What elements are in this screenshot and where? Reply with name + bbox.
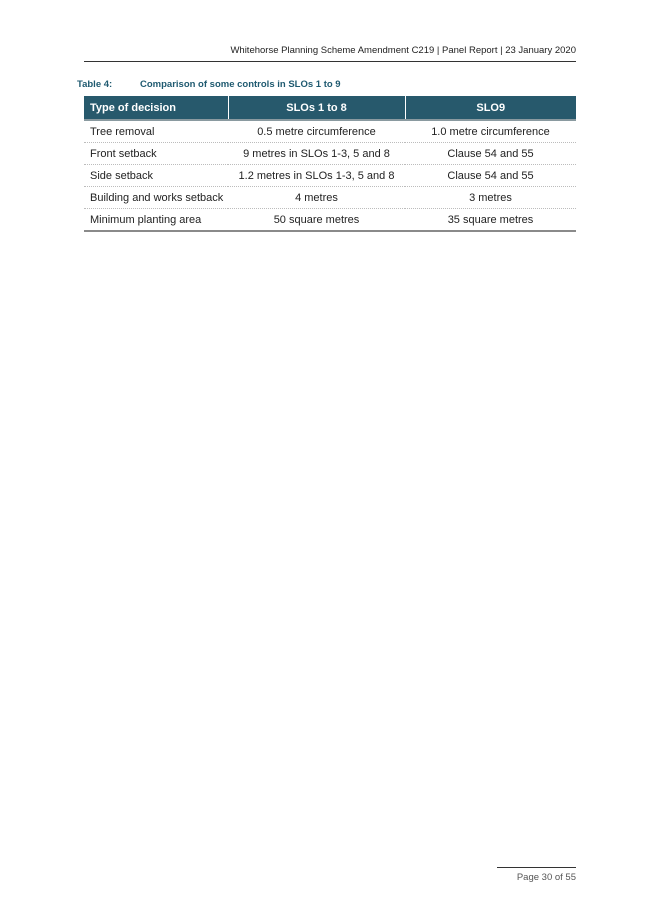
comparison-table [84,96,576,232]
table-cell: Clause 54 and 55 [405,143,576,165]
column-header-type-of-decision: Type of decision [84,96,228,120]
table-cell: 0.5 metre circumference [228,120,405,143]
table-cell: 35 square metres [405,209,576,232]
table-header-row [84,96,576,120]
table-cell: 3 metres [405,187,576,209]
column-header-slo9: SLO9 [405,96,576,120]
table-cell: 50 square metres [228,209,405,232]
table-cell: Minimum planting area [84,209,228,232]
table-caption-number: Table 4: [77,79,113,90]
table-row [84,165,576,187]
column-header-slos-1-to-8: SLOs 1 to 8 [228,96,405,120]
table-row [84,209,576,232]
table-cell: Side setback [84,165,228,187]
table-cell: Clause 54 and 55 [405,165,576,187]
table-cell: 1.0 metre circumference [405,120,576,143]
table-caption [77,79,341,90]
table-cell: 9 metres in SLOs 1-3, 5 and 8 [228,143,405,165]
table-cell: Building and works setback [84,187,228,209]
table-cell: Tree removal [84,120,228,143]
table-cell: 4 metres [228,187,405,209]
page-number: Page 30 of 55 [516,872,576,883]
table-cell: 1.2 metres in SLOs 1-3, 5 and 8 [228,165,405,187]
page-footer [497,867,576,883]
table-row [84,143,576,165]
table-row [84,120,576,143]
running-header [84,44,576,62]
table-row [84,187,576,209]
running-header-text: Whitehorse Planning Scheme Amendment C219 | Panel Report | 23 January 2020 [230,45,576,56]
table-cell: Front setback [84,143,228,165]
table-caption-title: Comparison of some controls in SLOs 1 to 9 [140,79,341,90]
